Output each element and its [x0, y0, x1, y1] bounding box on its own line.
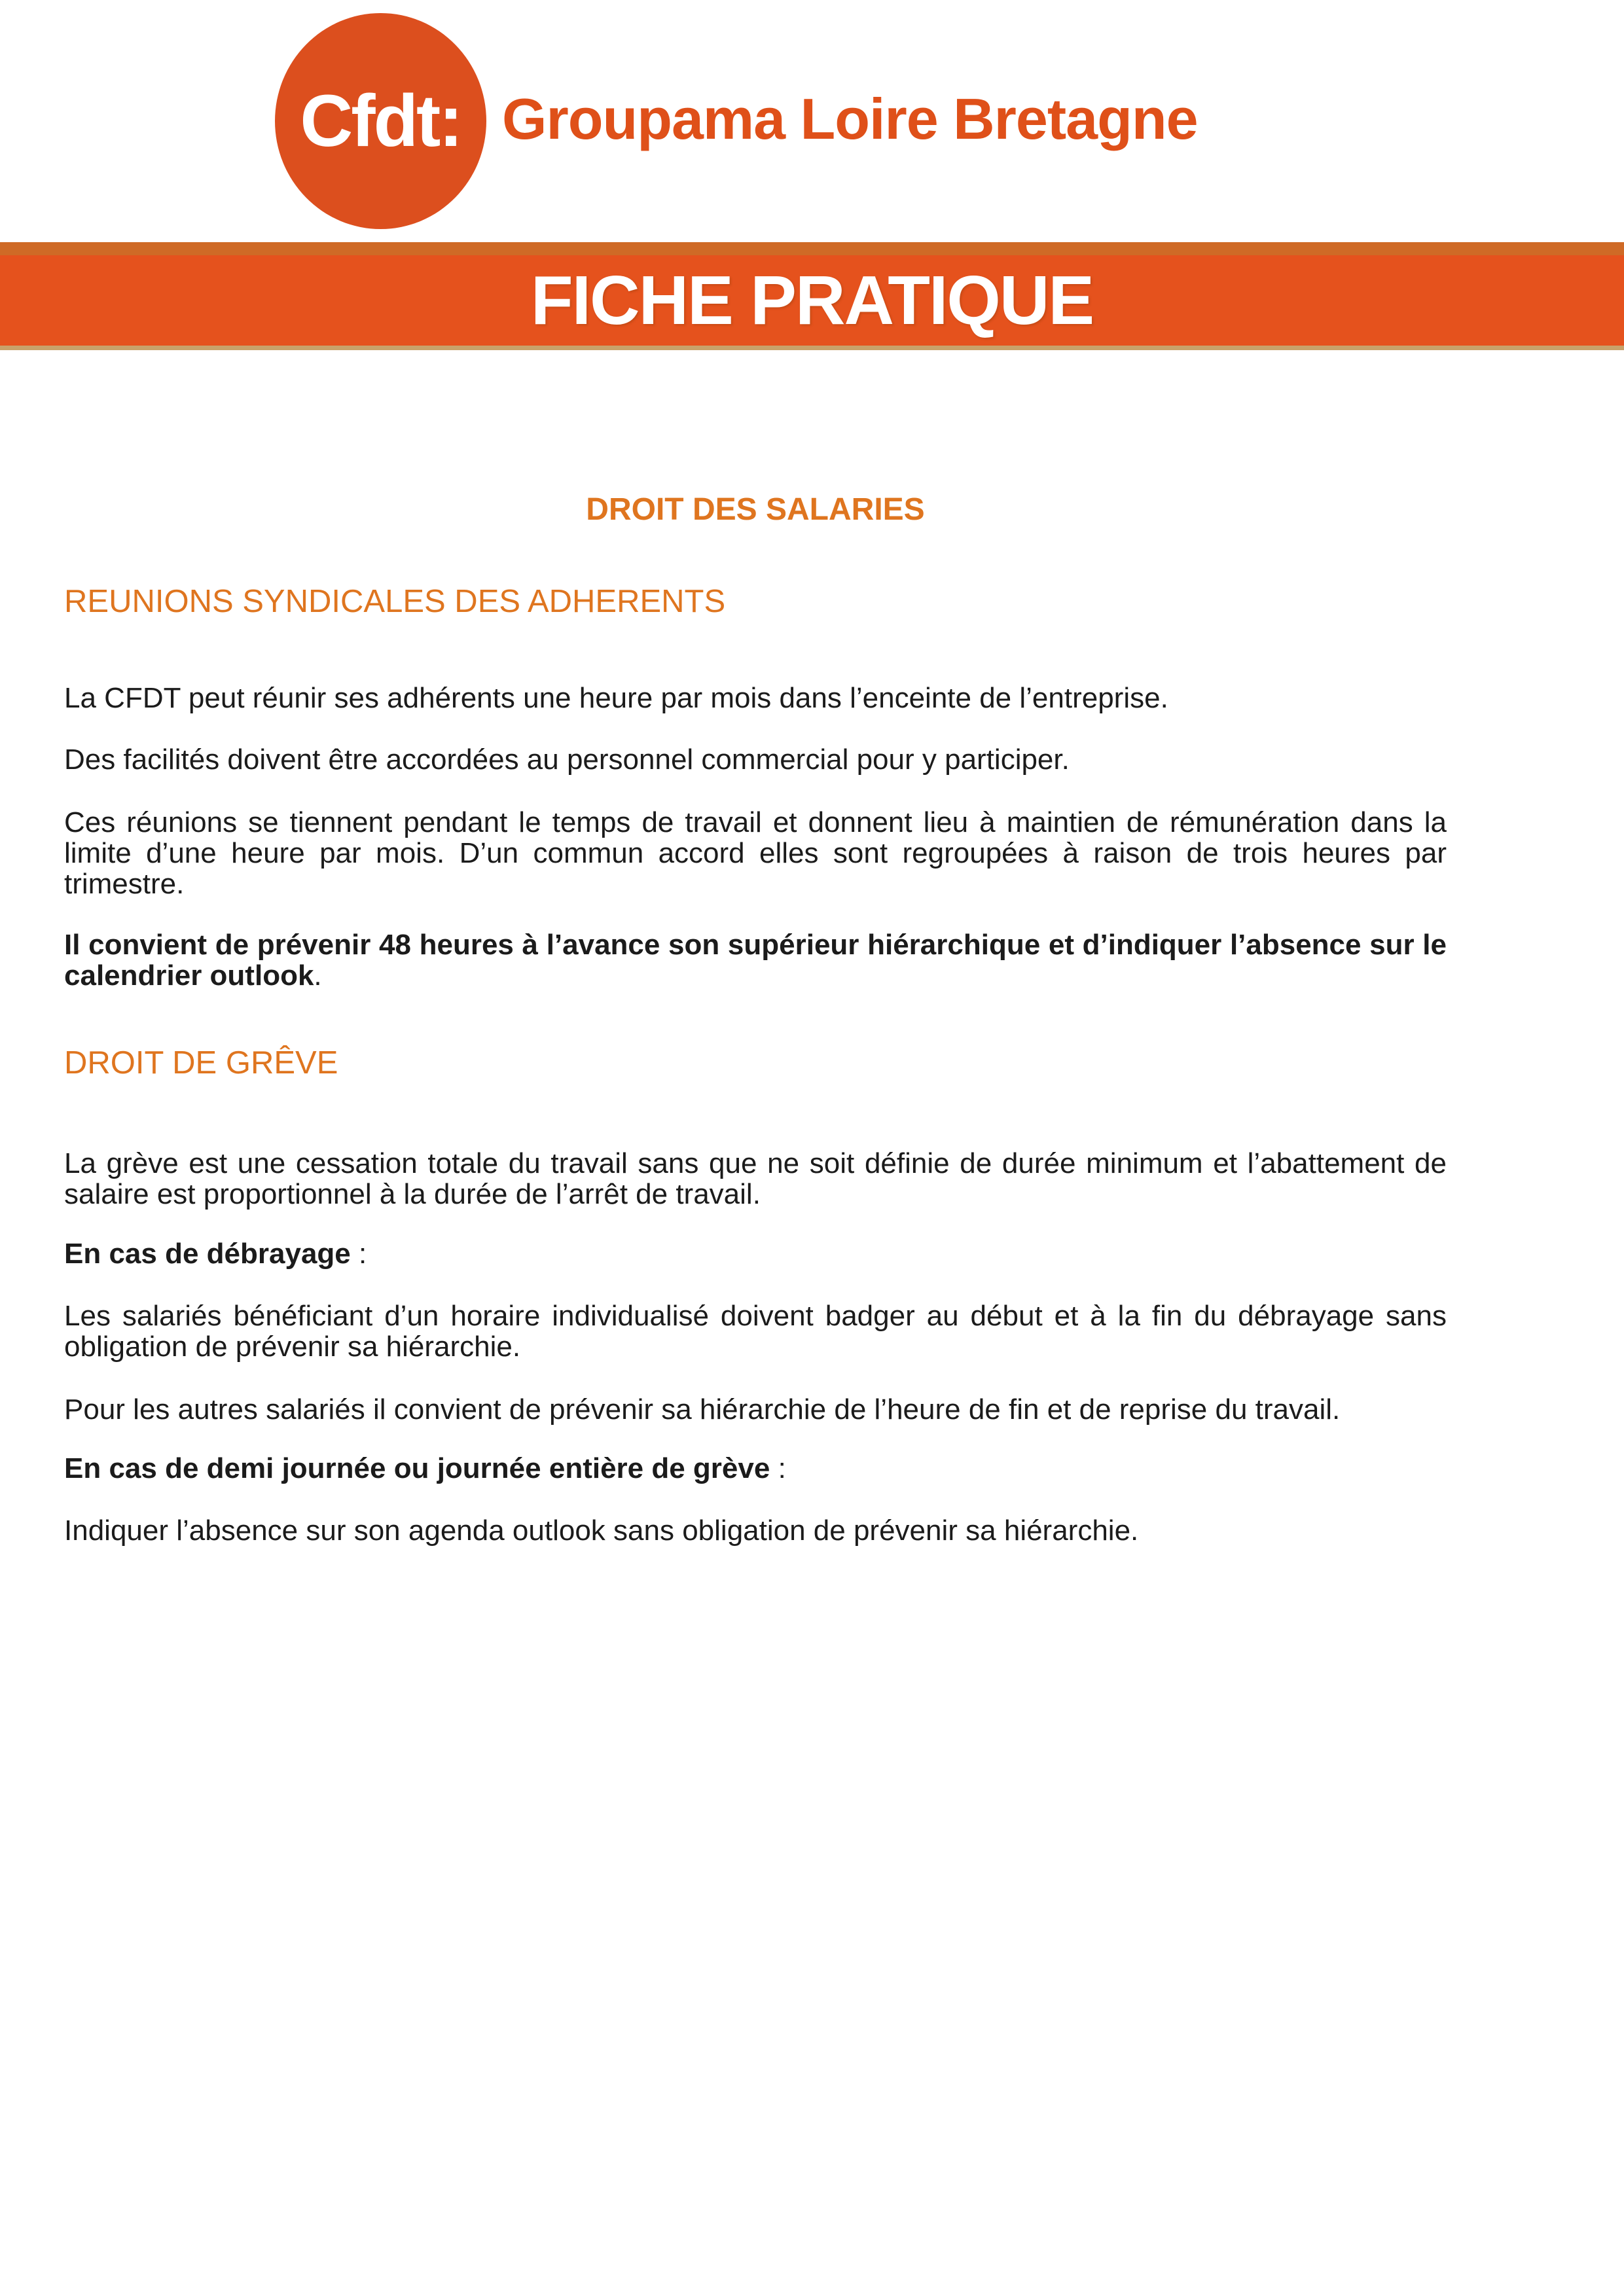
emphasis-text: En cas de débrayage	[64, 1238, 351, 1270]
colon-suffix: :	[770, 1452, 786, 1484]
subheading-debrayage	[64, 1238, 1447, 1269]
paragraph-greve-definition: La grève est une cessation totale du travail sans que ne soit définie de durée minimum et l’abattement de salaire est proportionnel à la durée de l’arrêt de travail.	[64, 1147, 1447, 1210]
colon-suffix: :	[350, 1238, 367, 1270]
paragraph-badger: Les salariés bénéficiant d’un horaire individualisé doivent badger au début et à la fin du débrayage sans obligation de prévenir sa hiérarchie.	[64, 1300, 1447, 1363]
subheading-demi-journee	[64, 1453, 1447, 1484]
paragraph-facilites: Des facilités doivent être accordées au personnel commercial pour y participer.	[64, 744, 1070, 776]
paragraph-prevenir-48h	[64, 929, 1447, 991]
section-heading-greve: DROIT DE GRÊVE	[64, 1045, 338, 1081]
paragraph-agenda-outlook: Indiquer l’absence sur son agenda outlook sans obligation de prévenir sa hiérarchie.	[64, 1515, 1139, 1547]
paragraph-reunion-frequency: La CFDT peut réunir ses adhérents une heure par mois dans l’enceinte de l’entreprise.	[64, 682, 1168, 714]
emphasis-text: En cas de demi journée ou journée entière de grève	[64, 1452, 770, 1484]
cfdt-logo-text: Cfdt:	[300, 80, 461, 162]
document-body	[64, 350, 1447, 1546]
sentence-period: .	[314, 960, 322, 992]
cfdt-logo-badge	[275, 13, 486, 229]
paragraph-autres-salaries: Pour les autres salariés il convient de prévenir sa hiérarchie de l’heure de fin et de reprise du travail.	[64, 1393, 1341, 1426]
banner-title: FICHE PRATIQUE	[530, 262, 1094, 339]
logo-org-name: Groupama Loire Bretagne	[502, 86, 1198, 151]
fiche-pratique-banner	[0, 242, 1624, 350]
emphasis-text: Il convient de prévenir 48 heures à l’avance son supérieur hiérarchique et d’indiquer l’absence sur le calendrier outlook	[64, 929, 1447, 992]
page-title: DROIT DES SALARIES	[586, 492, 925, 527]
section-heading-reunions: REUNIONS SYNDICALES DES ADHERENTS	[64, 584, 726, 619]
paragraph-maintien-remuneration: Ces réunions se tiennent pendant le temps de travail et donnent lieu à maintien de rémunération dans la limite d’une heure par mois. D’un commun accord elles sont regroupées à raison de trois heures par trimestre.	[64, 806, 1447, 900]
